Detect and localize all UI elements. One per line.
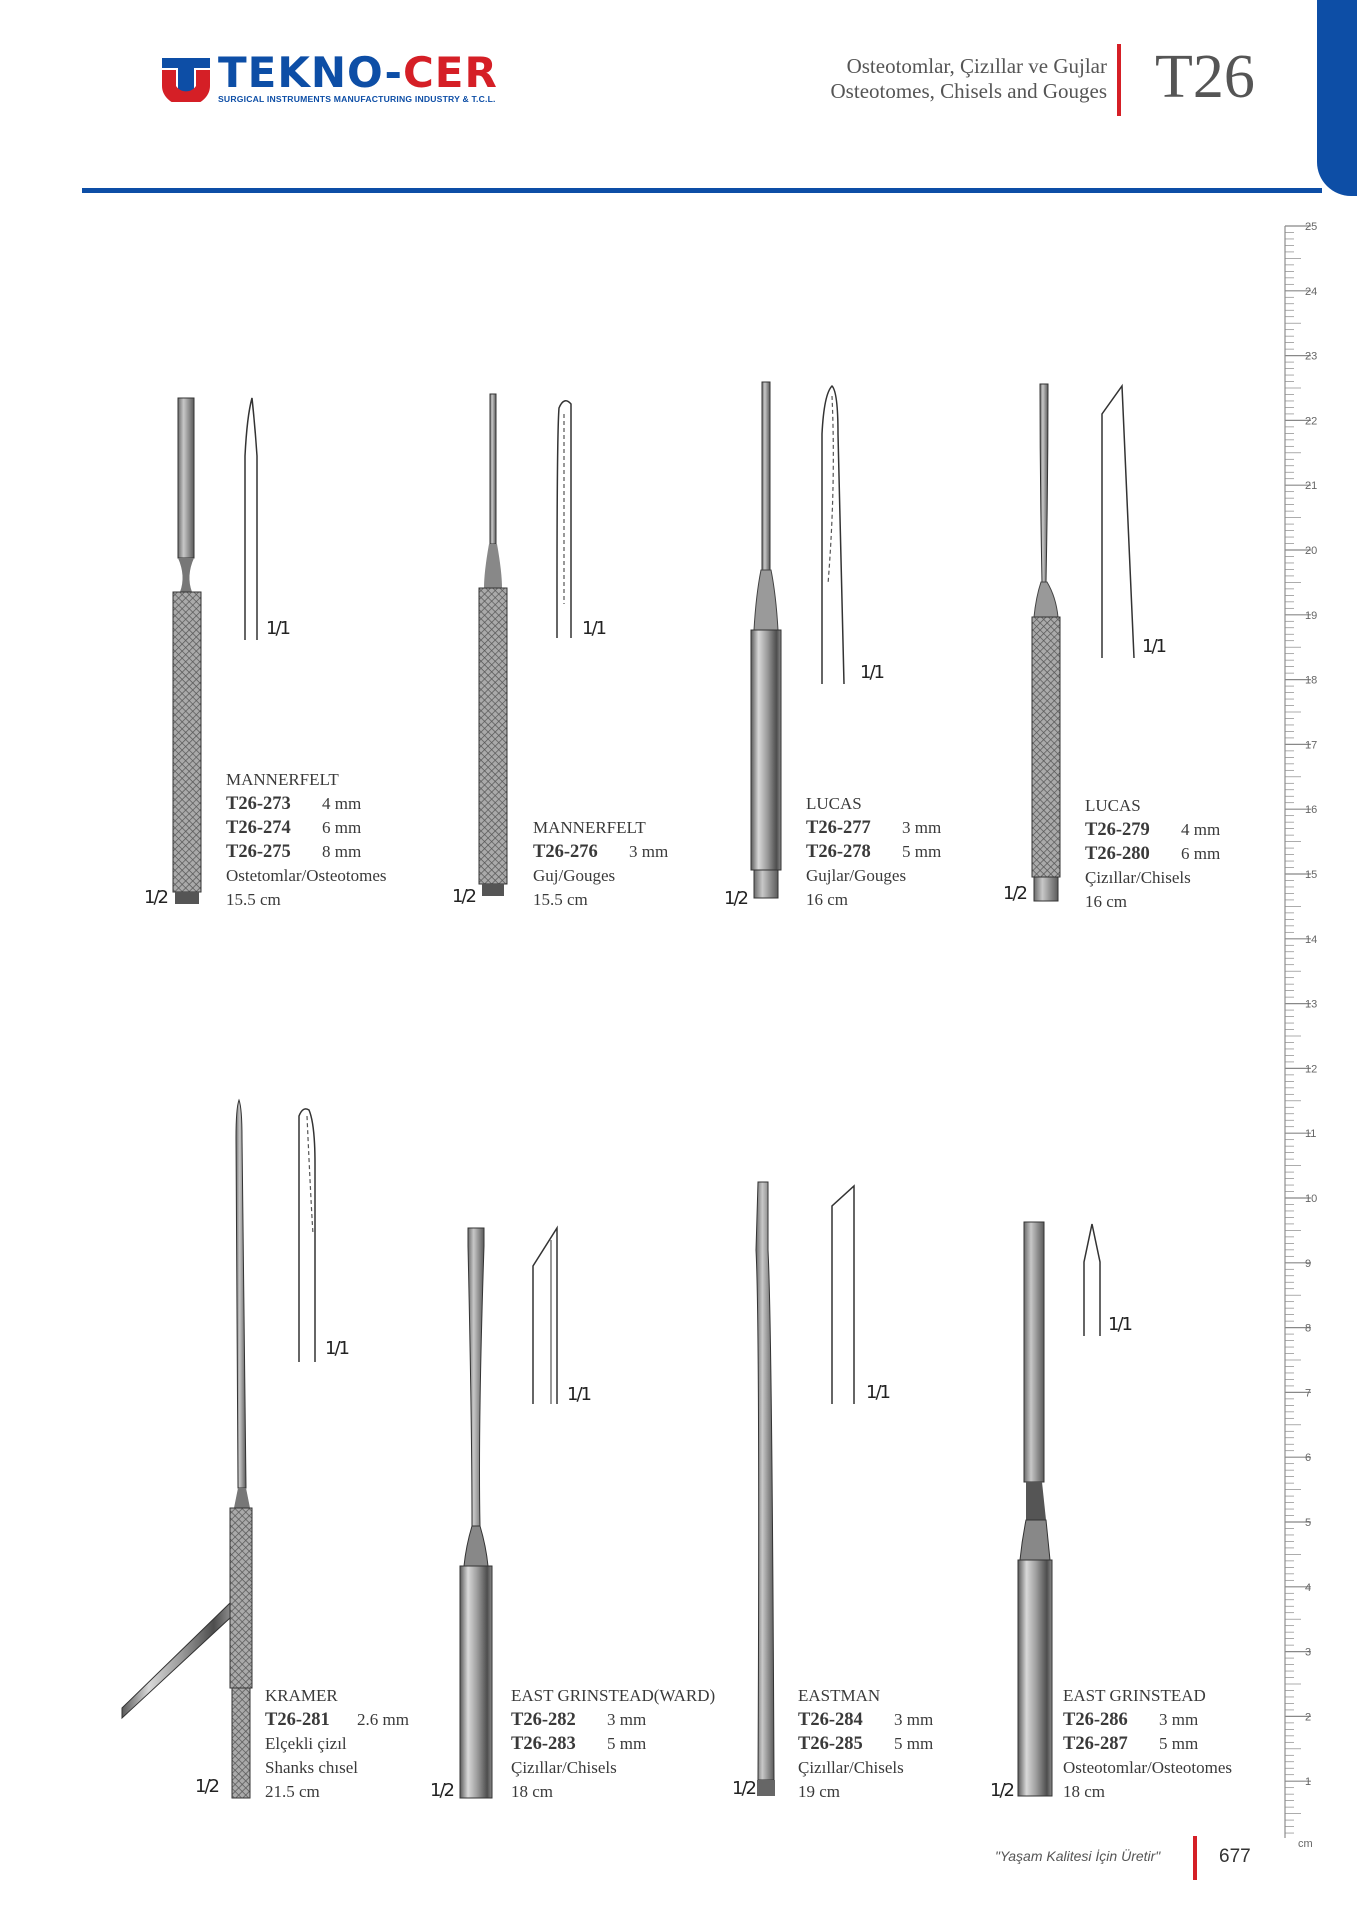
product-variant-row [226, 792, 387, 816]
instrument-eastman-chisel-image [748, 1180, 784, 1804]
product-size: 3 mm [607, 1710, 647, 1729]
ruler-label: 16 [1305, 804, 1318, 817]
product-type: Çizıllar/Chisels [511, 1758, 617, 1777]
product-variant-row [533, 840, 668, 864]
product-variant-row [1085, 842, 1220, 866]
scale-label-half: 1/2 [430, 1780, 453, 1801]
product-variant-row [806, 816, 941, 840]
ruler-label: 7 [1305, 1387, 1312, 1400]
instrument-lucas-chisel-image [1026, 382, 1066, 906]
scale-label-full: 1/1 [860, 662, 883, 683]
product-name: LUCAS [1085, 796, 1141, 815]
instrument-east-grinstead-ward-chisel-tip-detail [531, 1226, 561, 1406]
section-title-en: Osteotomes, Chisels and Gouges [830, 79, 1107, 103]
scale-label-full: 1/1 [866, 1382, 889, 1403]
product-variant-row [265, 1708, 409, 1732]
product-code: T26-282 [511, 1710, 576, 1730]
product-length: 18 cm [511, 1782, 554, 1801]
ruler-label: 13 [1305, 998, 1318, 1011]
brand-tagline: SURGICAL INSTRUMENTS MANUFACTURING INDUSTRY & T.C.L. [218, 94, 496, 104]
footer-separator [1193, 1836, 1197, 1880]
ruler-label: 19 [1305, 609, 1318, 622]
product-block [226, 768, 387, 912]
scale-label-full: 1/1 [325, 1338, 348, 1359]
scale-label-full: 1/1 [1108, 1314, 1131, 1335]
product-block [1063, 1684, 1232, 1804]
product-variant-row [1085, 818, 1220, 842]
product-type: Çizıllar/Chisels [1085, 868, 1191, 887]
product-variant-row [806, 840, 941, 864]
product-block [533, 816, 668, 912]
product-type: Guj/Gouges [533, 866, 616, 885]
product-code: T26-284 [798, 1710, 863, 1730]
product-size: 6 mm [322, 818, 362, 837]
product-variant-row [226, 816, 387, 840]
instrument-east-grinstead-ward-chisel-image [456, 1226, 496, 1804]
product-length: 15.5 cm [533, 890, 588, 909]
product-variant-row [226, 840, 387, 864]
product-code: T26-274 [226, 818, 291, 838]
scale-label-half: 1/2 [144, 887, 167, 908]
section-title [831, 54, 1107, 104]
page-number: 677 [1219, 1846, 1251, 1867]
product-variant-row [798, 1708, 933, 1732]
product-code: T26-279 [1085, 820, 1150, 840]
product-variant-row [1063, 1732, 1232, 1756]
cm-ruler [1283, 218, 1333, 1838]
instrument-mannerfelt-gouge-image [474, 392, 514, 904]
ruler-label: 2 [1305, 1711, 1312, 1724]
ruler-label: 8 [1305, 1322, 1312, 1335]
product-code: T26-280 [1085, 844, 1150, 864]
product-length: 15.5 cm [226, 890, 281, 909]
product-type: Osteotomlar/Osteotomes [1063, 1758, 1233, 1777]
instrument-mannerfelt-osteotome-image [168, 396, 208, 908]
product-variant-row [798, 1732, 933, 1756]
ruler-label: 1 [1305, 1776, 1312, 1789]
brand-name: TEKNO-CER [218, 48, 498, 97]
product-type-en: Shanks chısel [265, 1758, 359, 1777]
product-code: T26-281 [265, 1710, 330, 1730]
product-code: T26-278 [806, 842, 871, 862]
scale-label-full: 1/1 [1142, 636, 1165, 657]
product-variant-row [511, 1732, 715, 1756]
instrument-east-grinstead-osteotome-image [1016, 1220, 1056, 1804]
product-name: EASTMAN [798, 1686, 881, 1705]
instrument-lucas-chisel-tip-detail [1100, 384, 1136, 660]
instrument-kramer-chisel-image [122, 1098, 262, 1804]
ruler-label: 23 [1305, 350, 1318, 363]
instrument-mannerfelt-gouge-tip-detail [555, 394, 577, 640]
product-block [511, 1684, 715, 1804]
product-size: 4 mm [1181, 820, 1221, 839]
product-size: 3 mm [894, 1710, 934, 1729]
product-length: 18 cm [1063, 1782, 1106, 1801]
product-type: Gujlar/Gouges [806, 866, 907, 885]
ruler-label: 24 [1305, 285, 1318, 298]
product-length: 19 cm [798, 1782, 841, 1801]
instrument-lucas-gouge-image [746, 380, 786, 908]
product-code: T26-286 [1063, 1710, 1128, 1730]
ruler-unit: cm [1298, 1838, 1313, 1850]
ruler-label: 18 [1305, 674, 1318, 687]
instrument-mannerfelt-osteotome-tip-detail [243, 396, 263, 642]
ruler-label: 15 [1305, 869, 1318, 881]
product-size: 3 mm [902, 818, 942, 837]
product-name: EAST GRINSTEAD(WARD) [511, 1686, 716, 1705]
product-size: 5 mm [894, 1734, 934, 1753]
product-type: Ostetomlar/Osteotomes [226, 866, 387, 885]
ruler-label: 4 [1305, 1581, 1312, 1594]
product-variant-row [1063, 1708, 1232, 1732]
product-block [798, 1684, 933, 1804]
scale-label-full: 1/1 [567, 1384, 590, 1405]
scale-label-half: 1/2 [990, 1780, 1013, 1801]
product-size: 8 mm [322, 842, 362, 861]
ruler-label: 9 [1305, 1257, 1312, 1270]
product-name: KRAMER [265, 1686, 338, 1705]
product-name: EAST GRINSTEAD [1063, 1686, 1206, 1705]
product-name: MANNERFELT [226, 770, 339, 789]
ruler-label: 5 [1305, 1517, 1312, 1529]
scale-label-half: 1/2 [724, 888, 747, 909]
product-code: T26-277 [806, 818, 871, 838]
product-size: 3 mm [1159, 1710, 1199, 1729]
product-size: 5 mm [902, 842, 942, 861]
instrument-east-grinstead-osteotome-tip-detail [1082, 1222, 1104, 1338]
product-name: LUCAS [806, 794, 862, 813]
brand-logo-icon [160, 56, 212, 102]
ruler-label: 25 [1305, 221, 1318, 233]
product-variant-row [511, 1708, 715, 1732]
instrument-eastman-chisel-tip-detail [830, 1184, 860, 1406]
product-size: 2.6 mm [357, 1710, 409, 1729]
product-size: 5 mm [1159, 1734, 1199, 1753]
product-code: T26-283 [511, 1734, 576, 1754]
product-code: T26-273 [226, 794, 291, 814]
scale-label-half: 1/2 [732, 1778, 755, 1799]
ruler-label: 6 [1305, 1452, 1312, 1465]
ruler-label: 20 [1305, 545, 1318, 557]
instrument-kramer-chisel-tip-detail [297, 1104, 321, 1364]
ruler-label: 21 [1305, 480, 1318, 493]
ruler-label: 12 [1305, 1063, 1318, 1076]
header-separator [1117, 44, 1121, 116]
product-size: 3 mm [629, 842, 669, 861]
instrument-lucas-gouge-tip-detail [820, 384, 850, 686]
product-size: 4 mm [322, 794, 362, 813]
ruler-label: 22 [1305, 415, 1318, 428]
product-length: 21.5 cm [265, 1782, 320, 1801]
product-size: 6 mm [1181, 844, 1221, 863]
ruler-label: 11 [1305, 1128, 1317, 1141]
product-name: MANNERFELT [533, 818, 646, 837]
product-type: Çizıllar/Chisels [798, 1758, 904, 1777]
scale-label-full: 1/1 [582, 618, 605, 639]
header-corner-band [1317, 0, 1357, 196]
section-code: T26 [1155, 43, 1255, 111]
product-code: T26-275 [226, 842, 291, 862]
product-length: 16 cm [806, 890, 849, 909]
scale-label-half: 1/2 [195, 1776, 218, 1797]
ruler-label: 14 [1305, 933, 1318, 946]
product-block [265, 1684, 409, 1804]
product-type: Elçekli çizıl [265, 1734, 347, 1753]
product-code: T26-276 [533, 842, 598, 862]
product-block [1085, 794, 1220, 914]
scale-label-full: 1/1 [266, 618, 289, 639]
ruler-label: 10 [1305, 1193, 1318, 1205]
ruler-label: 3 [1305, 1646, 1312, 1659]
product-code: T26-285 [798, 1734, 863, 1754]
product-code: T26-287 [1063, 1734, 1128, 1754]
ruler-label: 17 [1305, 739, 1318, 752]
section-title-tr: Osteotomlar, Çizıllar ve Gujlar [846, 54, 1107, 78]
product-size: 5 mm [607, 1734, 647, 1753]
scale-label-half: 1/2 [452, 886, 475, 907]
product-block [806, 792, 941, 912]
product-length: 16 cm [1085, 892, 1128, 911]
header-rule [82, 188, 1322, 193]
footer-slogan: "Yaşam Kalitesi İçin Üretir" [995, 1848, 1161, 1864]
scale-label-half: 1/2 [1003, 883, 1026, 904]
